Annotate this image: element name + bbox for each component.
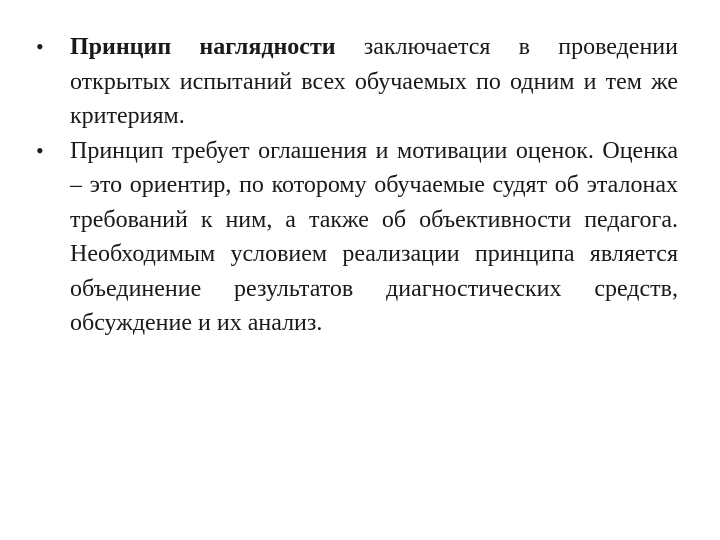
principle-description: заключается в проведении открытых испытаний всех обучаемых по одним и тем же критериям.: [70, 34, 678, 129]
assessment-paragraph: Принцип требует оглашения и мотивации оценок. Оценка – это ориентир, по которому обучаемые судят об эталонах требований к ним, а также об объективности педагога. Необходимым условием реализации принципа является объединение результатов диагностических средств, обсуждение и их анализ.: [70, 137, 678, 336]
bullet-list: [36, 30, 678, 341]
bullet-icon: •: [36, 137, 44, 163]
bullet-icon: •: [36, 34, 44, 59]
principle-title: Принцип наглядности: [70, 34, 336, 60]
bullet-item-assessment: [36, 134, 678, 341]
bullet-item-visibility-principle: [36, 30, 678, 134]
